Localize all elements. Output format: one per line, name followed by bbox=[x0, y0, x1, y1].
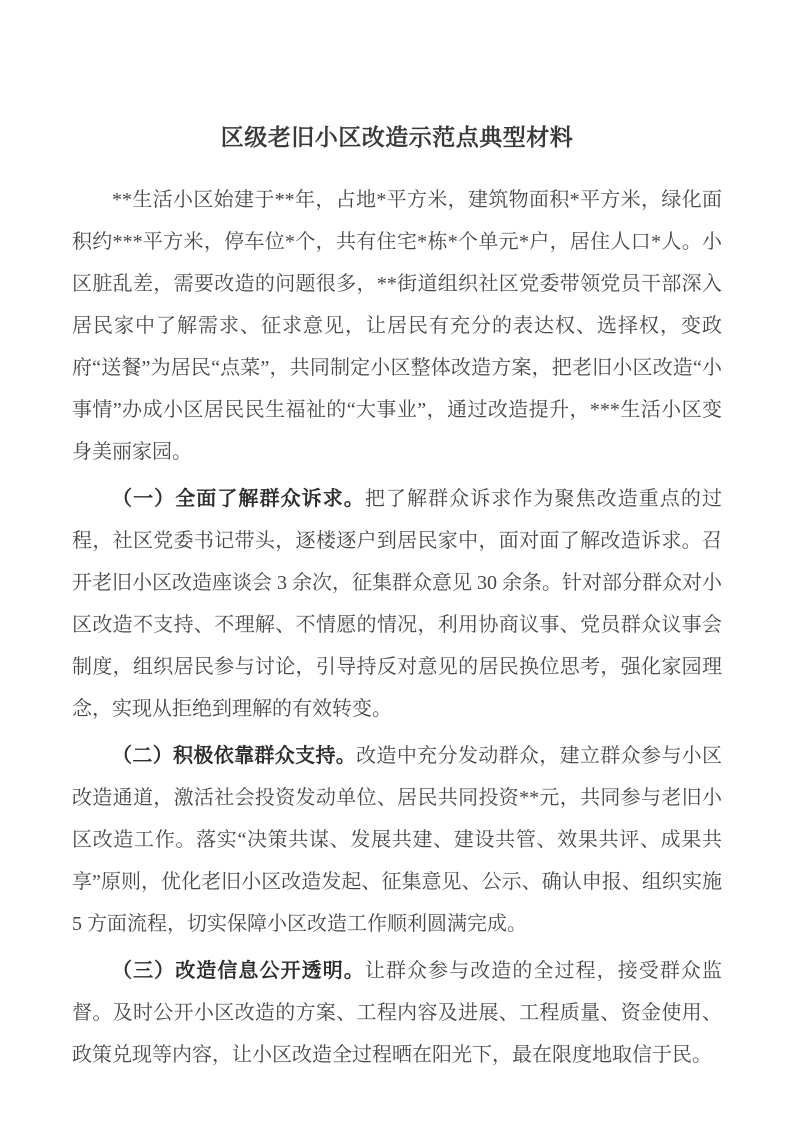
section-2-text: 改造中充分发动群众，建立群众参与小区改造通道，激活社会投资发动单位、居民共同投资**元，共同参与老旧小区改造工作。落实“决策共谋、发展共建、建设共管、效果共评、成果共享”原则，优化老旧小区改造发起、征集意见、公示、确认申报、组织实施 5 方面流程，切实保障小区改造工作顺利圆满完成。 bbox=[72, 745, 723, 935]
intro-paragraph-text: **生活小区始建于**年，占地*平方米，建筑物面积*平方米，绿化面积约***平方米，停车位*个，共有住宅*栋*个单元*户，居住人口*人。小区脏乱差，需要改造的问题很多，**街道组织社区党委带领党员干部深入居民家中了解需求、征求意见，让居民有充分的表达权、选择权，变政府“送餐”为居民“点菜”，共同制定小区整体改造方案，把老旧小区改造“小事情”办成小区居民民生福祉的“大事业”，通过改造提升，***生活小区变身美丽家园。 bbox=[72, 189, 722, 463]
section-1-heading: （一）全面了解群众诉求。 bbox=[112, 488, 365, 510]
section-1-paragraph bbox=[72, 478, 722, 730]
section-2-paragraph bbox=[72, 735, 722, 945]
intro-paragraph bbox=[72, 179, 722, 473]
section-2-heading: （二）积极依靠群众支持。 bbox=[112, 745, 357, 767]
document-title: 区级老旧小区改造示范点典型材料 bbox=[220, 125, 574, 150]
section-3-text: 让群众参与改造的全过程，接受群众监督。及时公开小区改造的方案、工程内容及进展、工程质量、资金使用、政策兑现等内容，让小区改造全过程晒在阳光下，最在限度地取信于民。 bbox=[72, 960, 723, 1066]
section-3-paragraph bbox=[72, 950, 722, 1076]
section-3-heading: （三）改造信息公开透明。 bbox=[112, 960, 365, 982]
section-1-text: 把了解群众诉求作为聚焦改造重点的过程，社区党委书记带头，逐楼逐户到居民家中，面对面了解改造诉求。召开老旧小区改造座谈会 3 余次，征集群众意见 30 余条。针对部分群众对小区改造不支持、不理解、不情愿的情况，利用协商议事、党员群众议事会制度，组织居民参与讨论，引导持反对意见的居民换位思考，强化家园理念，实现从拒绝到理解的有效转变。 bbox=[72, 488, 723, 720]
